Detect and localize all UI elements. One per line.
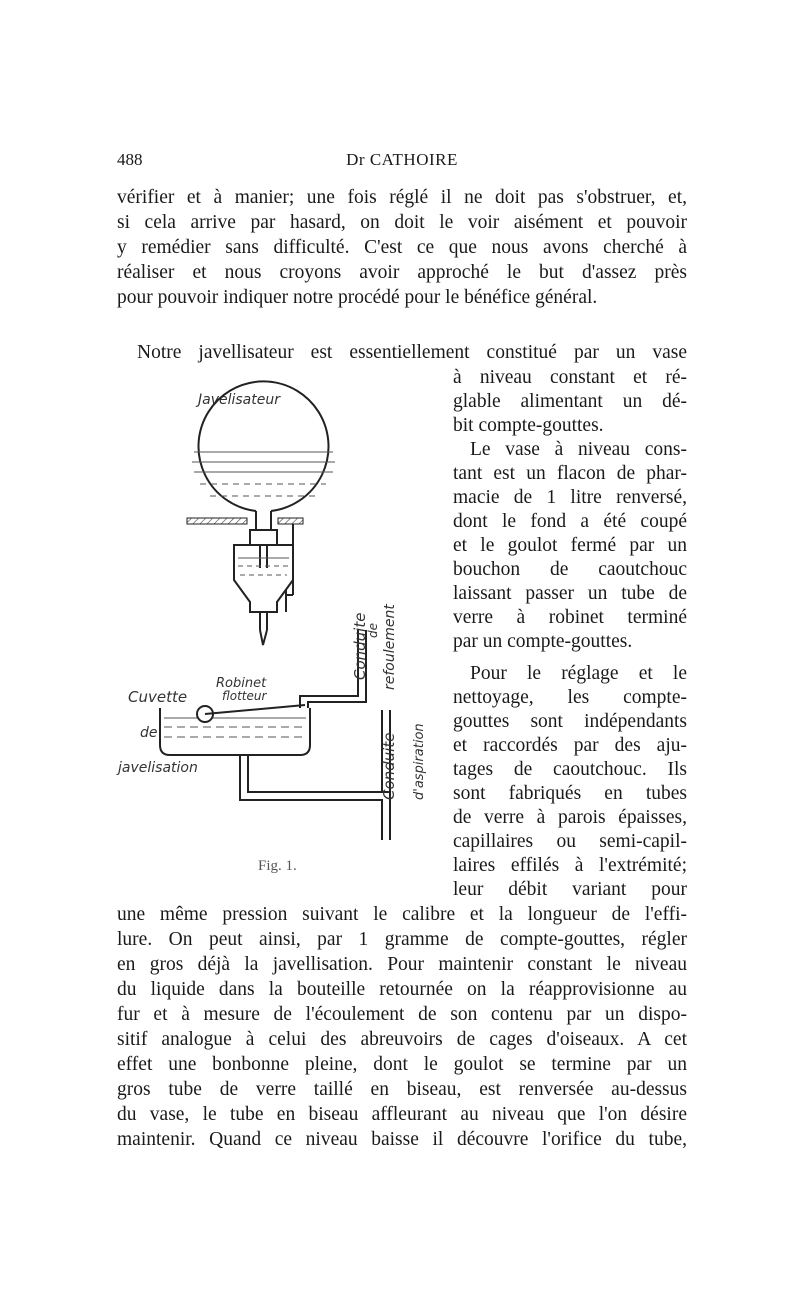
text-line: réaliser et nous croyons avoir approché le but d'assez près (117, 262, 687, 283)
label-robinet: Robinet (216, 676, 267, 691)
text-line: Notre javellisateur est essentiellement constitué par un vase (137, 342, 687, 363)
text-line: laires effilés à l'extrémité; (453, 855, 687, 876)
page-number: 488 (117, 150, 143, 169)
text-line: sont fabriqués en tubes (453, 783, 687, 804)
text-line: si cela arrive par hasard, on doit le voir aisément et pouvoir (117, 212, 687, 233)
label-conduite-aspiration: Conduite (380, 732, 398, 800)
label-javelisateur: Javelisateur (198, 392, 280, 408)
text-line: vérifier et à manier; une fois réglé il ne doit pas s'obstruer, et, (117, 187, 687, 208)
float-arm (205, 705, 305, 714)
label-de: de (140, 725, 158, 741)
text-line: en gros déjà la javellisation. Pour maintenir constant le niveau (117, 954, 687, 975)
text-line: bouchon de caoutchouc (453, 559, 687, 580)
basin (160, 708, 310, 755)
constant-level-vase (234, 545, 293, 612)
text-line: lure. On peut ainsi, par 1 gramme de compte-gouttes, régler (117, 929, 687, 950)
text-line: fur et à mesure de l'écoulement de son contenu par un dispo- (117, 1004, 687, 1025)
text-line: capillaires ou semi-capil- (453, 831, 687, 852)
text-line: leur débit variant pour (453, 879, 687, 900)
text-line: tages de caoutchouc. Ils (453, 759, 687, 780)
label-aspiration: d'aspiration (412, 723, 427, 800)
apparatus-diagram (110, 380, 445, 880)
text-line: pour pouvoir indiquer notre procédé pour le bénéfice général. (117, 287, 598, 308)
text-line: effet une bonbonne pleine, dont le goulot se termine par un (117, 1054, 687, 1075)
text-line: bit compte-gouttes. (453, 415, 604, 436)
text-line: laissant passer un tube de (453, 583, 687, 604)
shelf-right (278, 518, 303, 524)
text-line: du vase, le tube en biseau affleurant au niveau que l'on désire (117, 1104, 687, 1125)
running-head (117, 150, 687, 174)
label-conduite-refoulement: Conduite (351, 612, 369, 680)
label-de-small: de (366, 623, 380, 638)
text-line: du liquide dans la bouteille retournée on la réapprovisionne au (117, 979, 687, 1000)
text-line: gros tube de verre taillé en biseau, est renversée au-dessus (117, 1079, 687, 1100)
suction-pipe (240, 710, 390, 840)
label-cuvette: Cuvette (128, 688, 188, 706)
label-flotteur: flotteur (222, 689, 267, 703)
text-line: Le vase à niveau cons- (470, 439, 687, 460)
drip-tube (260, 612, 267, 645)
text-line: sitif analogue à celui des abreuvoirs de cages d'oiseaux. A cet (117, 1029, 687, 1050)
text-line: gouttes sont indépendants (453, 711, 687, 732)
text-line: une même pression suivant le calibre et la longueur de l'effi- (117, 904, 687, 925)
text-line: nettoyage, les compte- (453, 687, 687, 708)
shelf-left (187, 518, 247, 524)
figure-caption: Fig. 1. (258, 858, 297, 874)
text-line: et raccordés par des aju- (453, 735, 687, 756)
figure-javellisateur (110, 380, 445, 880)
text-line: verre à robinet terminé (453, 607, 687, 628)
text-line: y remédier sans difficulté. C'est ce que nous avons cherché à (117, 237, 687, 258)
running-title: Dr CATHOIRE (346, 150, 458, 169)
text-line: à niveau constant et ré- (453, 367, 687, 388)
text-line: maintenir. Quand ce niveau baisse il découvre l'orifice du tube, (117, 1129, 687, 1150)
text-line: de verre à parois épaisses, (453, 807, 687, 828)
label-refoulement: refoulement (382, 604, 398, 690)
stopper (250, 530, 277, 545)
side-tube (286, 524, 293, 612)
text-line: macie de 1 litre renversé, (453, 487, 687, 508)
text-line: par un compte-gouttes. (453, 631, 633, 652)
text-line: tant est un flacon de phar- (453, 463, 687, 484)
text-line: Pour le réglage et le (470, 663, 687, 684)
text-line: et le goulot fermé par un (453, 535, 687, 556)
label-javelisation: javelisation (118, 760, 198, 776)
text-line: dont le fond a été coupé (453, 511, 687, 532)
text-line: glable alimentant un dé- (453, 391, 687, 412)
